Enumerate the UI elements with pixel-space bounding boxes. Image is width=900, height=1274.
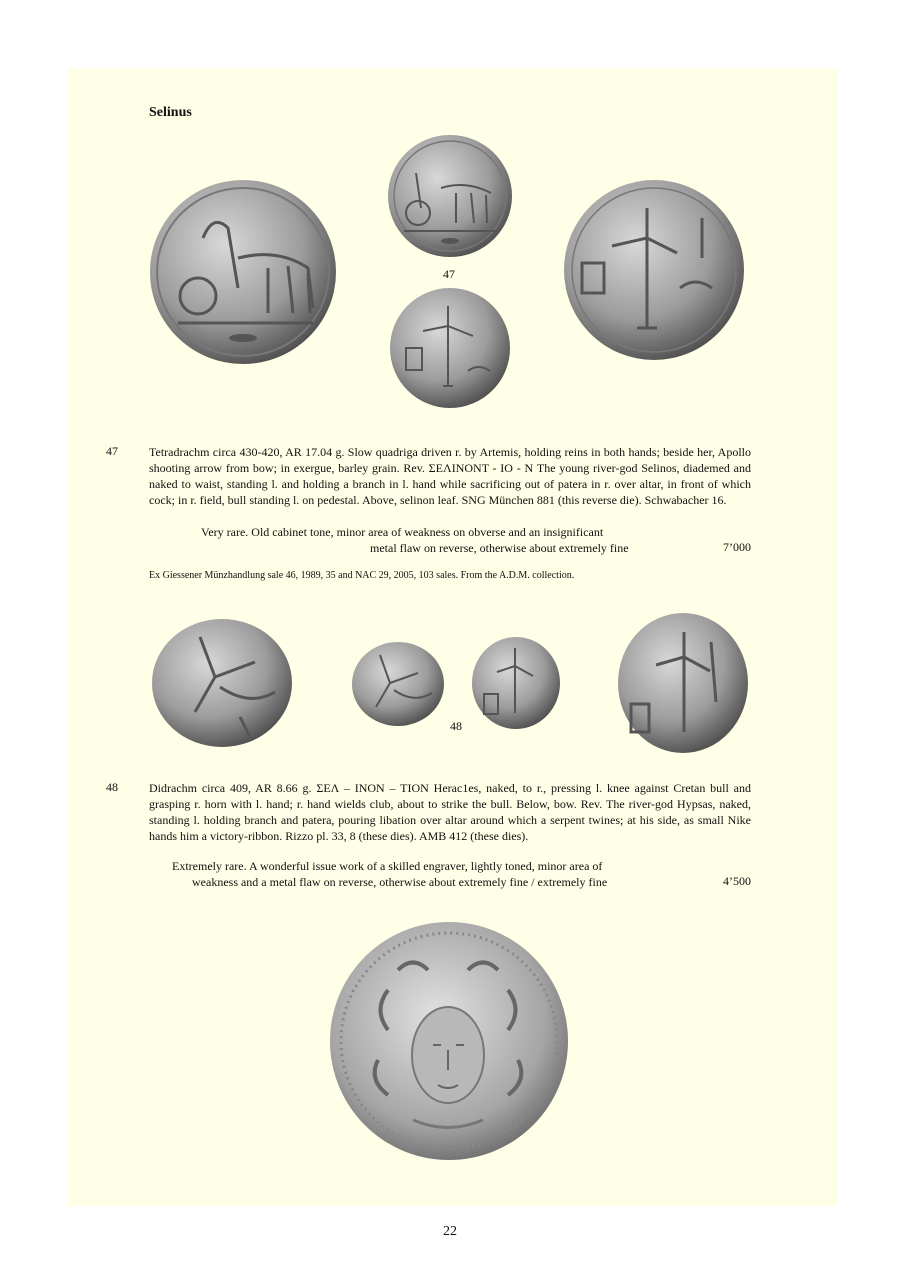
lot-48-obverse-small-image — [350, 640, 447, 729]
lot-47-obverse-large-image — [148, 178, 340, 368]
lot-48-description: Didrachm circa 409, AR 8.66 g. ΣΕΛ – ΙΝΟΝ – ΤΙΟΝ Herac1es, naked, to r., pressing l. knee against Cretan bull and grasping r. horn with l. hand; r. hand wields club, about to strike the bull. Below, bow. Rev. The river-god Hypsas, naked, standing l. holding branch and patera, pouring libation over altar around which a serpent twines; at his side, as small Nike hands him a victory-ribbon. Rizzo pl. 33, 8 (these dies). AMB 412 (these dies). — [149, 781, 751, 843]
lot-47-reverse-small-image — [388, 286, 514, 410]
lot-47-number: 47 — [106, 444, 118, 458]
coin-head-image — [328, 920, 572, 1164]
lot-48-reverse-large-image — [616, 612, 752, 756]
lot-48-number: 48 — [106, 780, 118, 794]
page-number: 22 — [443, 1224, 457, 1239]
lot-47-obverse-small-image — [386, 133, 516, 260]
lot-47-figure-label: 47 — [443, 267, 455, 281]
lot-47-provenance: Ex Giessener Münzhandlung sale 46, 1989, 35 and NAC 29, 2005, 103 sales. From the A.D.M. collection. — [149, 570, 575, 581]
lot-47-condition-line1: Very rare. Old cabinet tone, minor area of weakness on obverse and an insignificant — [201, 525, 604, 539]
lot-47-price: 7’000 — [723, 540, 751, 554]
lot-47-condition-line2: metal flaw on reverse, otherwise about extremely fine — [370, 541, 629, 555]
lot-48-condition-line2: weakness and a metal flaw on reverse, otherwise about extremely fine / extremely fine — [192, 875, 608, 889]
lot-48-figure-label: 48 — [450, 719, 462, 733]
lot-48-obverse-large-image — [150, 617, 296, 751]
section-title: Selinus — [149, 105, 192, 120]
lot-48-condition-line1: Extremely rare. A wonderful issue work of a skilled engraver, lightly toned, minor area of — [172, 859, 603, 873]
lot-47-reverse-large-image — [562, 178, 752, 366]
lot-48-price: 4’500 — [723, 874, 751, 888]
lot-48-reverse-small-image — [470, 636, 563, 732]
lot-47-description: Tetradrachm circa 430-420, AR 17.04 g. Slow quadriga driven r. by Artemis, holding reins in both hands; beside her, Apollo shooting arrow from bow; in exergue, barley grain. Rev. ΣΕΛΙΝΟΝΤ - ΙΟ - Ν The young river-god Selinos, diademed and naked to waist, standing l. and holding a branch in l. hand while sacrificing out of patera in r. over altar, in front of which cock; in r. field, bull standing l. on pedestal. Above, selinon leaf. SNG München 881 (this reverse die). Schwabacher 16. — [149, 445, 751, 507]
